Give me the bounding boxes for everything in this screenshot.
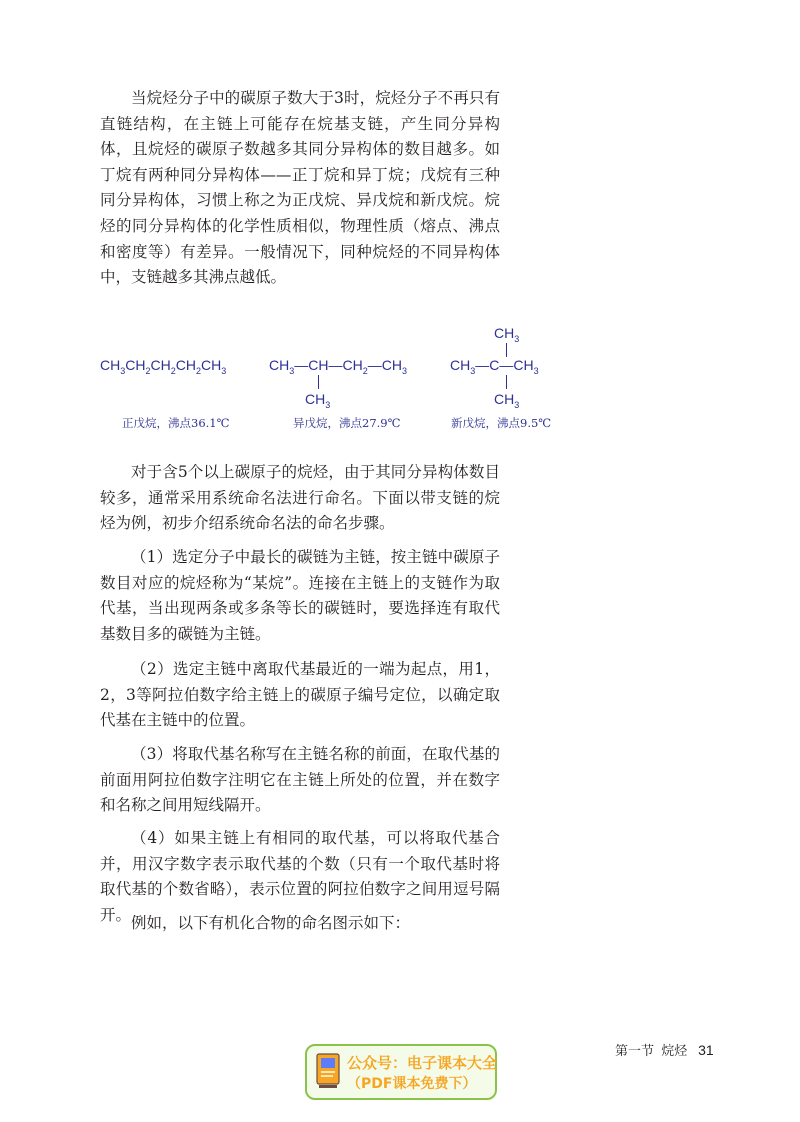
watermark-badge xyxy=(305,1044,497,1100)
watermark-line-2: （PDF课本免费下） xyxy=(347,1076,477,1092)
page-number: 31 xyxy=(698,1042,714,1058)
paragraph-isomer-intro: 当烷烃分子中的碳原子数大于3时，烷烃分子不再只有直链结构，在主链上可能存在烷基支链，产生同分异构体，且烷烃的碳原子数越多其同分异构体的数目越多。如丁烷有两种同分异构体——正丁烷和异丁烷；戊烷有三种同分异构体，习惯上称之为正戊烷、异戊烷和新戊烷。烷烃的同分异构体的化学性质相似，物理性质（熔点、沸点和密度等）有差异。一般情况下，同种烷烃的不同异构体中，支链越多其沸点越低。 xyxy=(100,89,500,287)
formula-isopentane-branch: $CH_3$ xyxy=(305,391,331,410)
formula-n-pentane: $CH_3CH_2CH_2CH_2CH_3$ xyxy=(100,357,227,376)
bond-line xyxy=(506,343,507,357)
paragraph-naming-intro: 对于含5个以上碳原子的烷烃，由于其同分异构体数目较多，通常采用系统命名法进行命名。下面以带支链的烷烃为例，初步介绍系统命名法的命名步骤。 xyxy=(100,463,500,533)
formula-neopentane-top-branch: $CH_3$ xyxy=(494,325,520,344)
paragraph-step-3: （3）将取代基名称写在主链名称的前面，在取代基的前面用阿拉伯数字注明它在主链上所处的位置，并在数字和名称之间用短线隔开。 xyxy=(100,745,500,815)
caption-neopentane: 新戊烷，沸点9.5℃ xyxy=(451,416,552,430)
paragraph-step-4: （4）如果主链上有相同的取代基，可以将取代基合并，用汉字数字表示取代基的个数（只有一个取代基时将取代基的个数省略），表示位置的阿拉伯数字之间用逗号隔开。 xyxy=(100,829,500,924)
formula-isopentane-main-chain: $CH_3—CH—CH_2—CH_3$ xyxy=(269,357,407,376)
bond-line xyxy=(318,375,319,389)
footer-section: 第一节 xyxy=(615,1043,655,1058)
caption-n-pentane: 正戊烷，沸点36.1℃ xyxy=(122,416,230,430)
paragraph-example-intro: 例如，以下有机化合物的命名图示如下： xyxy=(131,914,411,932)
ebook-icon xyxy=(315,1052,341,1090)
footer-chapter-title: 烷烃 xyxy=(661,1043,688,1058)
formula-neopentane-bottom-branch: $CH_3$ xyxy=(494,391,520,410)
paragraph-step-2: （2）选定主链中离取代基最近的一端为起点，用1，2，3等阿拉伯数字给主链上的碳原子编号定位，以确定取代基在主链中的位置。 xyxy=(100,660,500,730)
formula-neopentane-main-chain: $CH_3—C—CH_3$ xyxy=(450,357,539,376)
page-footer xyxy=(615,1040,714,1059)
caption-isopentane: 异戊烷，沸点27.9℃ xyxy=(293,416,401,430)
watermark-line-1: 公众号：电子课本大全 xyxy=(347,1054,498,1072)
paragraph-step-1: （1）选定分子中最长的碳链为主链，按主链中碳原子数目对应的烷烃称为“某烷”。连接在主链上的支链作为取代基，当出现两条或多条等长的碳链时，要选择连有取代基数目多的碳链为主链。 xyxy=(100,548,500,643)
bond-line xyxy=(506,375,507,389)
